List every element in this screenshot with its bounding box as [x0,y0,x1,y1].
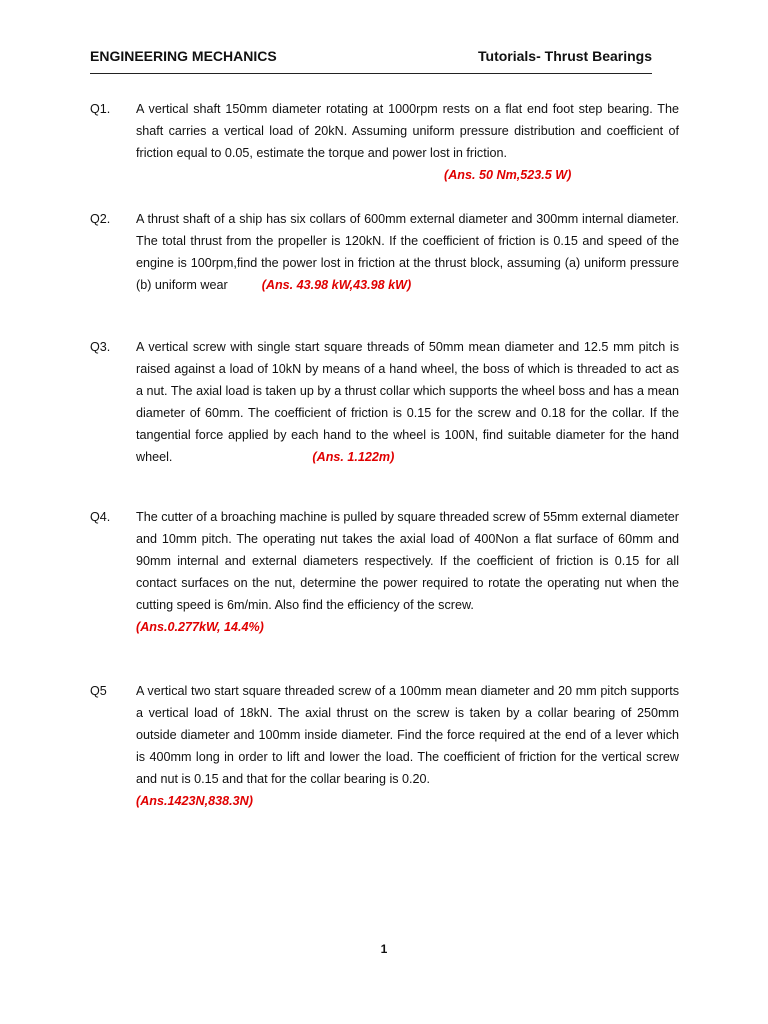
answer: (Ans. 43.98 kW,43.98 kW) [261,278,412,293]
question-text [136,208,679,296]
answer: (Ans. 1.122m) [312,450,395,465]
question-number: Q2. [90,212,111,226]
question-3 [90,336,679,469]
question-number: Q3. [90,340,111,354]
document-subtitle: Tutorials- Thrust Bearings [478,48,652,64]
question-body: A vertical shaft 150mm diameter rotating at 1000rpm rests on a flat end foot step bearing. The shaft carries a vertical load of 20kN. Assuming uniform pressure distribution and coefficient of friction equal to 0.05, estimate the torque and power lost in friction. [136,102,679,161]
header-divider [90,73,652,74]
question-2 [90,208,679,296]
question-body: A thrust shaft of a ship has six collars of 600mm external diameter and 300mm internal diameter. The total thrust from the propeller is 120kN. If the coefficient of friction is 0.15 and speed of the engine is 100rpm,find the power lost in friction at the thrust block, assuming (a) uniform pressure (b) uniform wear [136,212,679,293]
question-number: Q4. [90,510,111,524]
answer: (Ans.0.277kW, 14.4%) [136,620,264,635]
question-body: The cutter of a broaching machine is pulled by square threaded screw of 55mm external diameter and 10mm pitch. The operating nut takes the axial load of 400Non a flat surface of 60mm and 90mm internal and external diameters respectively. If the coefficient of friction is 0.15 for all contact surfaces on the nut, determine the power required to rotate the operating nut when the cutting speed is 6m/min. Also find the efficiency of the screw. [136,510,679,613]
question-text [136,98,679,186]
question-4 [90,506,679,639]
question-number: Q5 [90,684,107,698]
page-header [90,48,652,72]
question-text [136,680,679,813]
question-text [136,506,679,639]
question-text [136,336,679,469]
document-title: ENGINEERING MECHANICS [90,48,277,64]
question-5 [90,680,679,813]
answer: (Ans. 50 Nm,523.5 W) [444,168,572,183]
question-body: A vertical two start square threaded screw of a 100mm mean diameter and 20 mm pitch supports a vertical load of 18kN. The axial thrust on the screw is taken by a collar bearing of 250mm outside diameter and 100mm inside diameter. Find the force required at the end of a lever which is 400mm long in order to lift and lower the load. The coefficient of friction for the vertical screw and nut is 0.15 and that for the collar bearing is 0.20. [136,684,679,787]
question-1 [90,98,679,186]
page-number: 1 [380,942,388,956]
question-number: Q1. [90,102,111,116]
question-body: A vertical screw with single start square threads of 50mm mean diameter and 12.5 mm pitch is raised against a load of 10kN by means of a hand wheel, the boss of which is threaded to act as a nut. The axial load is taken up by a thrust collar which supports the wheel boss and has a mean diameter of 60mm. The coefficient of friction is 0.15 for the screw and 0.18 for the collar. If the tangential force applied by each hand to the wheel is 100N, find suitable diameter for the hand wheel. [136,340,679,465]
answer: (Ans.1423N,838.3N) [136,794,253,809]
